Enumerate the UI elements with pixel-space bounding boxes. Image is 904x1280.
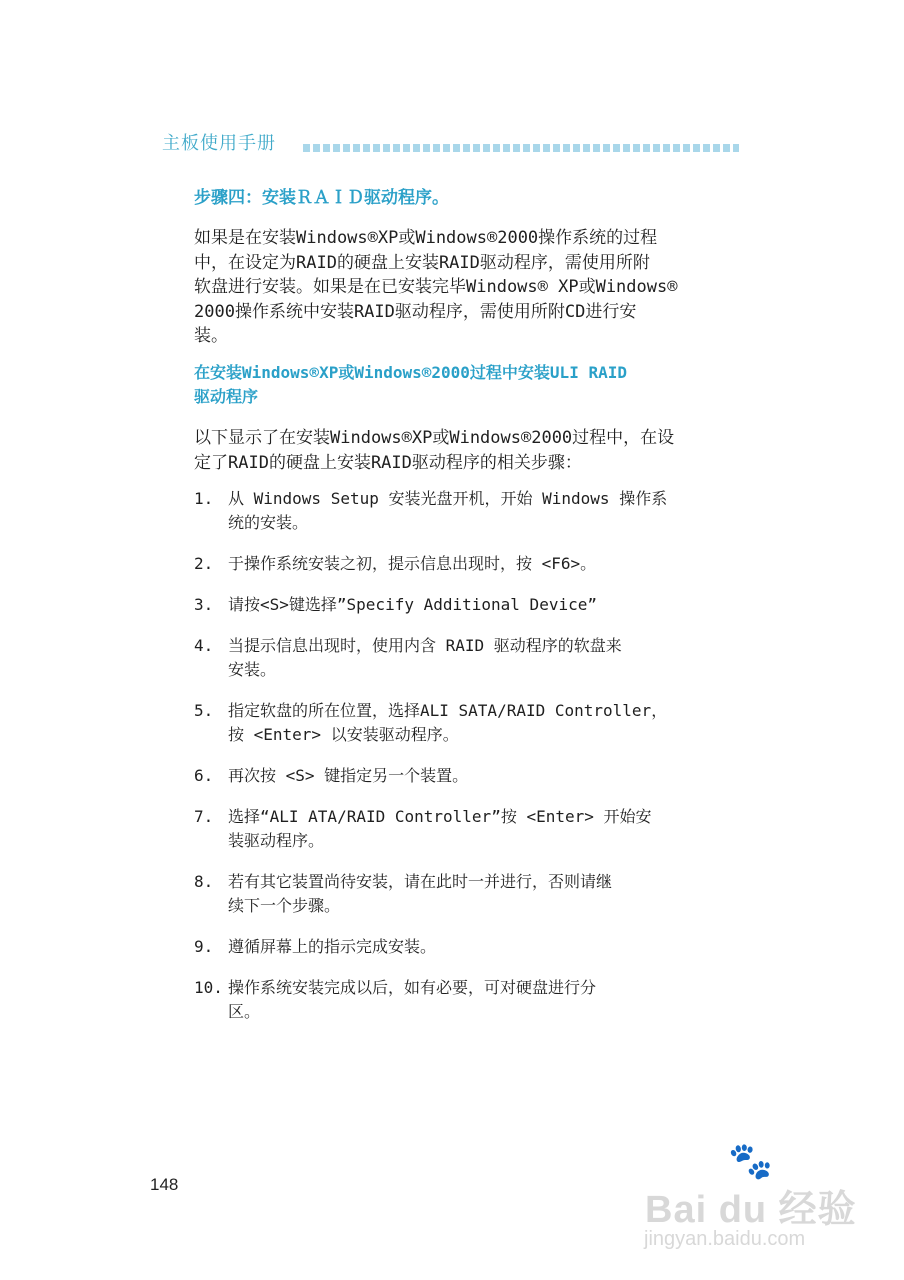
step-number: 10.	[194, 978, 223, 997]
step-text	[228, 764, 739, 788]
subheading-line: 驱动程序	[194, 387, 259, 406]
step-item	[194, 976, 739, 1024]
steps-list	[194, 487, 739, 1041]
subheading	[194, 361, 627, 409]
step-item	[194, 634, 739, 682]
step-line: 选择“ALI ATA/RAID Controller”按 <Enter> 开始安	[228, 807, 652, 826]
step-number: 3.	[194, 595, 214, 614]
step-text	[228, 699, 739, 747]
watermark-url: jingyan.baidu.com	[644, 1228, 806, 1250]
step-line: 指定软盘的所在位置，选择ALI SATA/RAID Controller，	[228, 701, 668, 720]
step-item	[194, 870, 739, 918]
watermark-logo: Bai du 经验	[645, 1189, 857, 1231]
step-line: 请按<S>键选择”Specify Additional Device”	[228, 595, 597, 614]
subheading-line: 在安装Windows®XP或Windows®2000过程中安装ULI RAID	[194, 363, 627, 382]
subintro-paragraph	[194, 426, 739, 475]
step-number: 1.	[194, 489, 214, 508]
step-line: 续下一个步骤。	[228, 896, 341, 915]
paw-icon: 🐾	[728, 1140, 773, 1181]
step-number: 9.	[194, 937, 214, 956]
step-line: 装驱动程序。	[228, 831, 325, 850]
step-item	[194, 487, 739, 535]
step-line: 按 <Enter> 以安装驱动程序。	[228, 725, 459, 744]
step-line: 统的安装。	[228, 513, 309, 532]
step-number: 8.	[194, 872, 214, 891]
page-number: 148	[150, 1175, 179, 1194]
step-text	[228, 487, 739, 535]
step-text	[228, 634, 739, 682]
watermark	[640, 1140, 870, 1250]
step-line: 操作系统安装完成以后，如有必要，可对硬盘进行分	[228, 978, 597, 997]
step-line: 于操作系统安装之初，提示信息出现时，按 <F6>。	[228, 554, 597, 573]
step4-heading: 步骤四：安装ＲＡＩＤ驱动程序。	[194, 188, 449, 208]
step-number: 7.	[194, 807, 214, 826]
step-number: 6.	[194, 766, 214, 785]
step-line: 遵循屏幕上的指示完成安装。	[228, 937, 437, 956]
step-item	[194, 935, 739, 959]
intro-line: 装。	[194, 326, 228, 346]
step-number: 5.	[194, 701, 214, 720]
intro-line: 软盘进行安装。如果是在已安装完毕Windows® XP或Windows®	[194, 277, 678, 297]
step-item	[194, 805, 739, 853]
step-item	[194, 764, 739, 788]
step-text	[228, 552, 739, 576]
step-line: 区。	[228, 1002, 261, 1021]
step-item	[194, 593, 739, 617]
intro-paragraph	[194, 226, 739, 349]
subintro-line: 定了RAID的硬盘上安装RAID驱动程序的相关步骤：	[194, 452, 582, 473]
step-number: 4.	[194, 636, 214, 655]
step-item	[194, 552, 739, 576]
intro-line: 中，在设定为RAID的硬盘上安装RAID驱动程序，需使用所附	[194, 252, 650, 273]
intro-line: 如果是在安装Windows®XP或Windows®2000操作系统的过程	[194, 228, 658, 248]
step-text	[228, 593, 739, 617]
step-text	[228, 805, 739, 853]
header-title: 主板使用手册	[162, 133, 276, 154]
step-text	[228, 935, 739, 959]
step-text	[228, 870, 739, 918]
step-line: 安装。	[228, 660, 277, 679]
step-line: 若有其它装置尚待安装，请在此时一并进行，否则请继	[228, 872, 613, 891]
intro-line: 2000操作系统中安装RAID驱动程序，需使用所附CD进行安	[194, 301, 637, 322]
header-dotted-rule	[303, 144, 739, 152]
step-line: 当提示信息出现时，使用内含 RAID 驱动程序的软盘来	[228, 636, 622, 655]
step-line: 再次按 <S> 键指定另一个装置。	[228, 766, 469, 785]
subintro-line: 以下显示了在安装Windows®XP或Windows®2000过程中，在设	[194, 428, 675, 448]
step-number: 2.	[194, 554, 214, 573]
step-text	[228, 976, 739, 1024]
step-item	[194, 699, 739, 747]
step-line: 从 Windows Setup 安装光盘开机，开始 Windows 操作系	[228, 489, 668, 508]
